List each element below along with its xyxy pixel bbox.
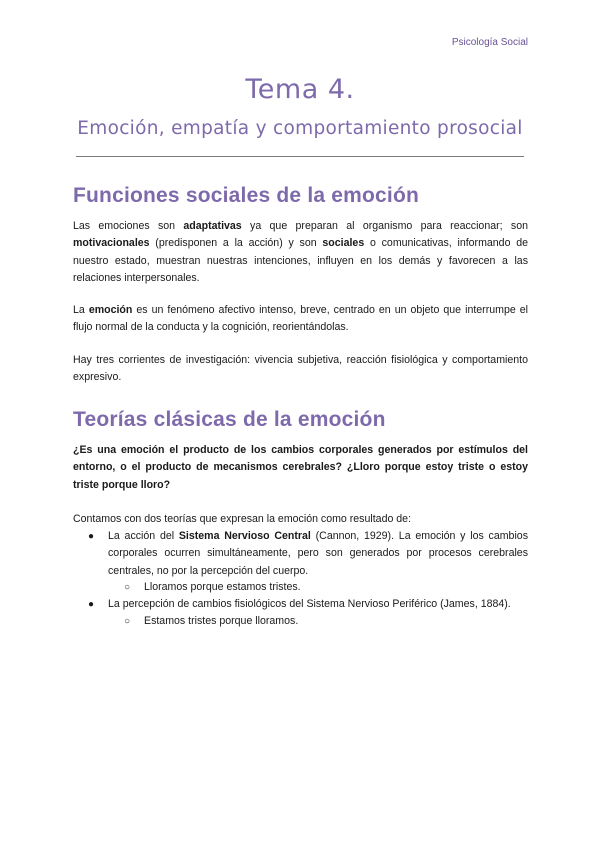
guiding-question: ¿Es una emoción el producto de los cambios corporales generados por estímulos del entorno, o el producto de mecanismos cerebrales? ¿Lloro porque estoy triste o estoy triste porque lloro?: [73, 444, 528, 491]
bullet-dot-icon: ●: [88, 599, 95, 610]
text-run: (predisponen a la acción) y son: [149, 237, 323, 250]
page-title: Tema 4.: [245, 74, 355, 105]
bold-term: motivacionales: [73, 237, 150, 250]
sublist-item-james: [124, 613, 528, 630]
text-run: La acción del: [108, 530, 179, 542]
section-heading-teorias: Teorías clásicas de la emoción: [73, 408, 386, 431]
bullet-dot-icon: ●: [88, 531, 95, 542]
sublist-item-cannon: [124, 579, 528, 596]
sublist-text: Estamos tristes porque lloramos.: [144, 615, 299, 627]
title-divider: [76, 156, 524, 157]
bold-term: sociales: [322, 237, 365, 250]
running-header: Psicología Social: [451, 37, 528, 48]
list-item-james: [88, 596, 528, 613]
text-run: La: [73, 304, 89, 316]
bullet-circle-icon: ○: [124, 616, 131, 627]
paragraph-corrientes: Hay tres corrientes de investigación: vivencia subjetiva, reacción fisiológica y comportamiento expresivo.: [73, 354, 528, 384]
section-heading-funciones: Funciones sociales de la emoción: [73, 184, 420, 207]
bold-term: emoción: [88, 304, 133, 316]
text-run: (Cannon, 1929). La emoción y los cambios corporales ocurren simultáneamente, pero son generados por procesos cerebrales centrales, no por la percepción del cuerpo.: [108, 530, 528, 577]
bold-term: Sistema Nervioso Central: [178, 530, 311, 542]
paragraph-intro-teorias: Contamos con dos teorías que expresan la emoción como resultado de:: [73, 513, 412, 525]
text-run: es un fenómeno afectivo intenso, breve, centrado en un objeto que interrumpe el flujo normal de la conducta y la cognición, reorientándolas.: [73, 304, 528, 334]
bold-term: adaptativas: [183, 220, 242, 232]
text-run: o comunicativas, informando de nuestro estado, muestran nuestras intenciones, influyen en los demás y favorecen a las relaciones interpersonales.: [73, 237, 529, 284]
page-subtitle: Emoción, empatía y comportamiento prosocial: [77, 118, 523, 139]
text-run: Las emociones son: [73, 220, 184, 232]
text-run: ya que preparan al organismo para reaccionar; son: [241, 220, 528, 232]
text-run: La percepción de cambios fisiológicos del Sistema Nervioso Periférico (James, 1884).: [108, 598, 511, 610]
list-item-cannon: [88, 528, 528, 580]
paragraph-funciones-1: [73, 218, 528, 287]
paragraph-definicion-emocion: [73, 302, 528, 337]
sublist-text: Lloramos porque estamos tristes.: [144, 581, 301, 593]
bullet-circle-icon: ○: [124, 582, 131, 593]
